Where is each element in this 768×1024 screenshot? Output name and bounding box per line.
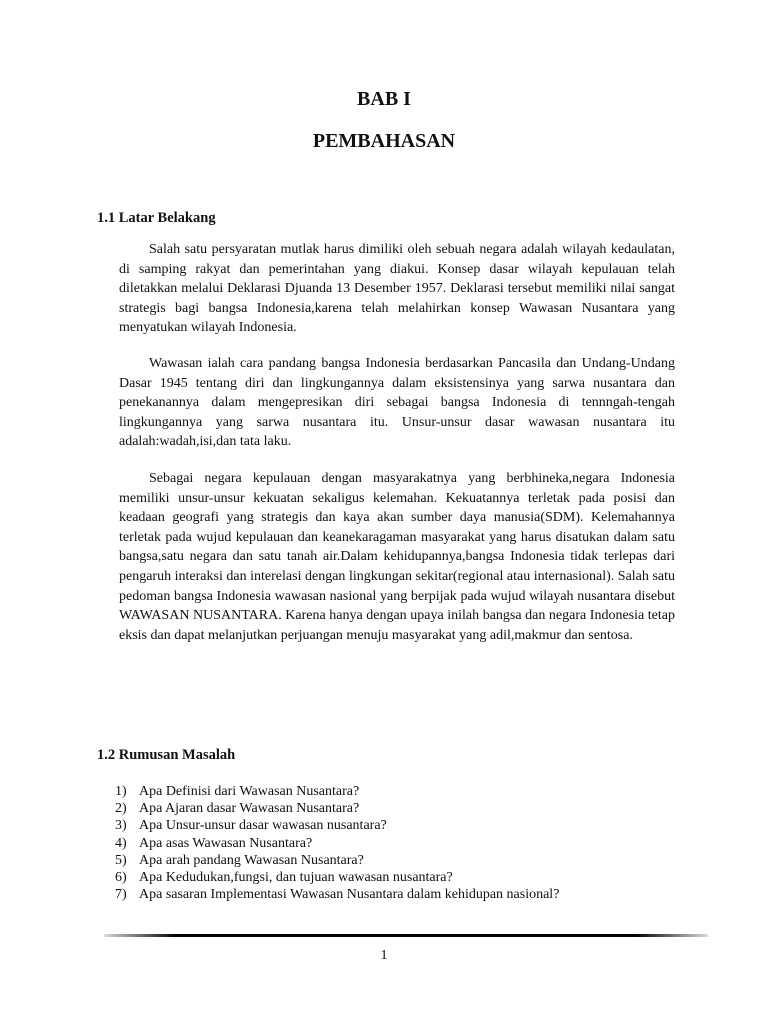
list-item — [115, 835, 559, 852]
list-item — [115, 852, 559, 869]
list-text: Apa sasaran Implementasi Wawasan Nusantara dalam kehidupan nasional? — [139, 887, 560, 903]
list-text: Apa Ajaran dasar Wawasan Nusantara? — [139, 801, 360, 817]
list-number: 5) — [115, 852, 127, 868]
paragraph: Salah satu persyaratan mutlak harus dimiliki oleh sebuah negara adalah wilayah kedaulatan, di samping rakyat dan pemerintahan yang diakui. Konsep dasar wilayah kepulauan telah diletakkan melalui Deklarasi Djuanda 13 Desember 1957. Deklarasi tersebut memiliki nilai sangat strategis bagi bangsa Indonesia,karena telah melahirkan konsep Wawasan Nusantara yang menyatukan wilayah Indonesia. — [119, 242, 675, 336]
footer-divider — [104, 934, 708, 937]
section-heading-latar-belakang: 1.1 Latar Belakang — [97, 210, 216, 226]
chapter-title: PEMBAHASAN — [312, 130, 456, 152]
list-number: 2) — [115, 801, 127, 817]
section-heading-rumusan-masalah: 1.2 Rumusan Masalah — [97, 747, 236, 763]
list-text: Apa Unsur-unsur dasar wawasan nusantara? — [139, 818, 387, 834]
list-number: 6) — [115, 870, 127, 886]
list-item — [115, 869, 559, 886]
list-item — [115, 886, 559, 903]
list-text: Apa asas Wawasan Nusantara? — [139, 835, 313, 851]
question-list — [115, 783, 559, 903]
list-number: 7) — [115, 887, 127, 903]
chapter-number: BAB I — [357, 88, 411, 110]
page-number: 1 — [380, 948, 388, 963]
list-item — [115, 817, 559, 834]
list-number: 1) — [115, 784, 127, 799]
list-text: Apa Definisi dari Wawasan Nusantara? — [139, 784, 360, 799]
list-item — [115, 800, 559, 817]
list-number: 4) — [115, 835, 127, 851]
list-text: Apa arah pandang Wawasan Nusantara? — [139, 852, 364, 868]
list-item — [115, 783, 559, 800]
paragraph: Wawasan ialah cara pandang bangsa Indonesia berdasarkan Pancasila dan Undang-Undang Dasar 1945 tentang diri dan lingkungannya dalam eksistensinya yang sarwa nusantara dan penekanannya dalam mengepresikan diri sebagai bangsa Indonesia di tennngah-tengah lingkungannya yang sarwa nusantara itu. Unsur-unsur dasar wawasan nusantara itu adalah:wadah,isi,dan tata laku. — [119, 356, 675, 450]
paragraph: Sebagai negara kepulauan dengan masyarakatnya yang berbhineka,negara Indonesia memiliki unsur-unsur kekuatan sekaligus kelemahan. Kekuatannya terletak pada posisi dan keadaan geografi yang strategis dan kaya akan sumber daya manusia(SDM). Kelemahannya terletak pada wujud kepulauan dan keanekaragaman masyarakat yang harus disatukan dalam satu bangsa,satu negara dan satu tanah air.Dalam kehidupannya,bangsa Indonesia tidak terlepas dari pengaruh interaksi dan interelasi dengan lingkungan sekitar(regional atau internasional). Salah satu pedoman bangsa Indonesia wawasan nasional yang berpijak pada wujud wilayah nusantara disebut WAWASAN NUSANTARA. Karena hanya dengan upaya inilah bangsa dan negara Indonesia tetap eksis dan dapat melanjutkan perjuangan menuju masyarakat yang adil,makmur dan sentosa. — [119, 471, 675, 643]
list-number: 3) — [115, 818, 127, 834]
list-text: Apa Kedudukan,fungsi, dan tujuan wawasan nusantara? — [139, 870, 453, 886]
